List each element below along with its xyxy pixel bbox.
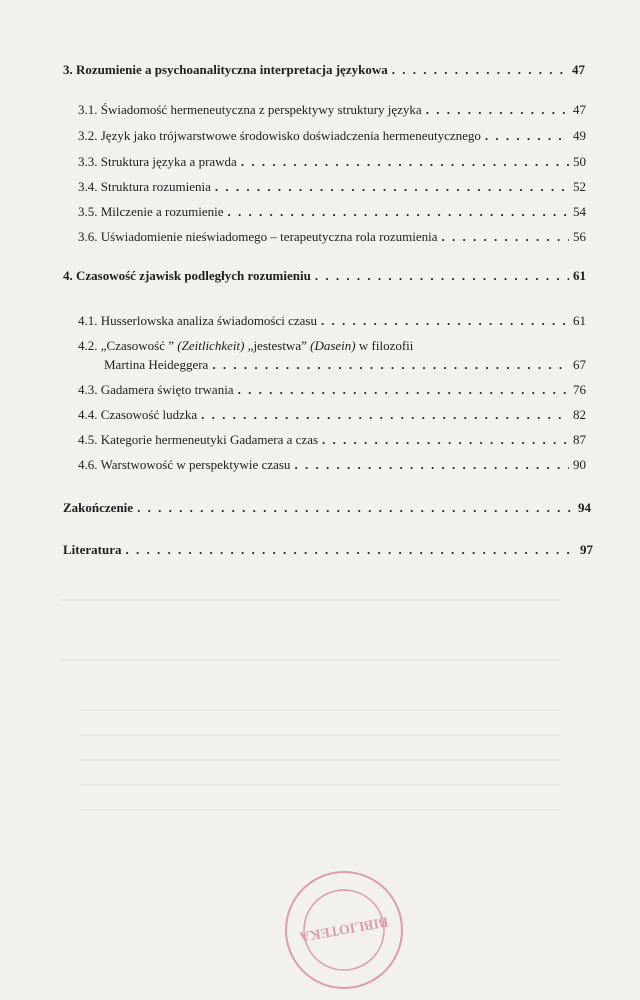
toc-leader-dots	[238, 382, 569, 398]
toc-section-4-3	[78, 382, 586, 398]
stamp-text: BIBLIOTEKA	[298, 913, 390, 944]
toc-bibliography	[63, 542, 593, 558]
toc-section-3-1-page: 47	[573, 102, 586, 117]
toc-section-4-2-part-3: „jestestwa”	[247, 338, 307, 353]
toc-section-4-2-page: 67	[573, 357, 586, 372]
toc-leader-dots	[215, 179, 569, 195]
toc-section-4-3-page: 76	[573, 382, 586, 397]
toc-section-4-6	[78, 457, 586, 473]
toc-leader-dots	[321, 313, 569, 329]
toc-section-3-4-page: 52	[573, 179, 586, 194]
toc-section-4-1-title: 4.1. Husserlowska analiza świadomości czasu	[78, 313, 317, 328]
toc-section-4-5	[78, 432, 586, 448]
toc-section-4-5-title: 4.5. Kategorie hermeneutyki Gadamera a czas	[78, 432, 319, 447]
toc-leader-dots	[125, 542, 576, 558]
toc-leader-dots	[392, 62, 568, 78]
toc-leader-dots	[315, 268, 569, 284]
toc-chapter-3	[63, 62, 585, 78]
toc-section-3-1	[78, 102, 586, 118]
show-through-marks	[40, 560, 600, 860]
toc-section-3-1-title: 3.1. Świadomość hermeneutyczna z perspektywy struktury języka	[78, 102, 422, 117]
toc-leader-dots	[426, 102, 569, 118]
library-stamp	[282, 868, 406, 992]
toc-leader-dots	[227, 204, 569, 220]
toc-section-4-2-continuation: Martina Heideggera	[104, 357, 209, 372]
toc-section-3-4-title: 3.4. Struktura rozumienia	[78, 179, 211, 194]
toc-section-4-5-page: 87	[573, 432, 586, 447]
toc-section-4-4-page: 82	[573, 407, 586, 422]
toc-conclusion	[63, 500, 591, 516]
toc-section-3-6-title: 3.6. Uświadomienie nieświadomego – terapeutyczna rola rozumienia	[78, 229, 438, 244]
toc-leader-dots	[201, 407, 569, 423]
toc-conclusion-title: Zakończenie	[63, 500, 134, 515]
toc-section-4-2-part-1: 4.2. „Czasowość ”	[78, 338, 175, 353]
toc-chapter-3-page: 47	[572, 62, 585, 77]
toc-section-3-3	[78, 154, 586, 170]
toc-section-3-2-title: 3.2. Język jako trójwarstwowe środowisko doświadczenia hermeneutycznego	[78, 128, 481, 143]
toc-chapter-4	[63, 268, 586, 284]
toc-section-3-2	[78, 128, 586, 144]
toc-section-3-5-page: 54	[573, 204, 586, 219]
toc-bibliography-page: 97	[580, 542, 593, 557]
toc-section-3-5-title: 3.5. Milczenie a rozumienie	[78, 204, 224, 219]
toc-section-3-6	[78, 229, 586, 245]
toc-section-3-3-title: 3.3. Struktura języka a prawda	[78, 154, 237, 169]
toc-section-3-6-page: 56	[573, 229, 586, 244]
toc-leader-dots	[241, 154, 569, 170]
toc-section-4-2	[104, 357, 586, 373]
toc-conclusion-page: 94	[578, 500, 591, 515]
toc-section-4-2-title	[78, 338, 413, 354]
toc-section-4-2-part-4: (Dasein)	[310, 338, 356, 353]
toc-section-3-3-page: 50	[573, 154, 586, 169]
toc-section-4-3-title: 4.3. Gadamera święto trwania	[78, 382, 234, 397]
toc-leader-dots	[294, 457, 569, 473]
toc-section-4-6-title: 4.6. Warstwowość w perspektywie czasu	[78, 457, 291, 472]
toc-leader-dots	[212, 357, 569, 373]
toc-section-4-1-page: 61	[573, 313, 586, 328]
toc-section-3-2-page: 49	[573, 128, 586, 143]
toc-section-3-5	[78, 204, 586, 220]
toc-leader-dots	[485, 128, 569, 144]
toc-chapter-3-title: 3. Rozumienie a psychoanalityczna interpretacja językowa	[63, 62, 388, 77]
toc-section-3-4	[78, 179, 586, 195]
toc-leader-dots	[137, 500, 574, 516]
toc-section-4-6-page: 90	[573, 457, 586, 472]
toc-chapter-4-title: 4. Czasowość zjawisk podległych rozumieniu	[63, 268, 311, 283]
toc-leader-dots	[442, 229, 569, 245]
toc-section-4-1	[78, 313, 586, 329]
toc-section-4-2-part-2: (Zeitlichkeit)	[177, 338, 245, 353]
toc-leader-dots	[322, 432, 569, 448]
toc-section-4-4	[78, 407, 586, 423]
toc-section-4-2-part-5: w filozofii	[358, 338, 414, 353]
toc-section-4-4-title: 4.4. Czasowość ludzka	[78, 407, 198, 422]
toc-chapter-4-page: 61	[573, 268, 586, 283]
toc-bibliography-title: Literatura	[63, 542, 122, 557]
